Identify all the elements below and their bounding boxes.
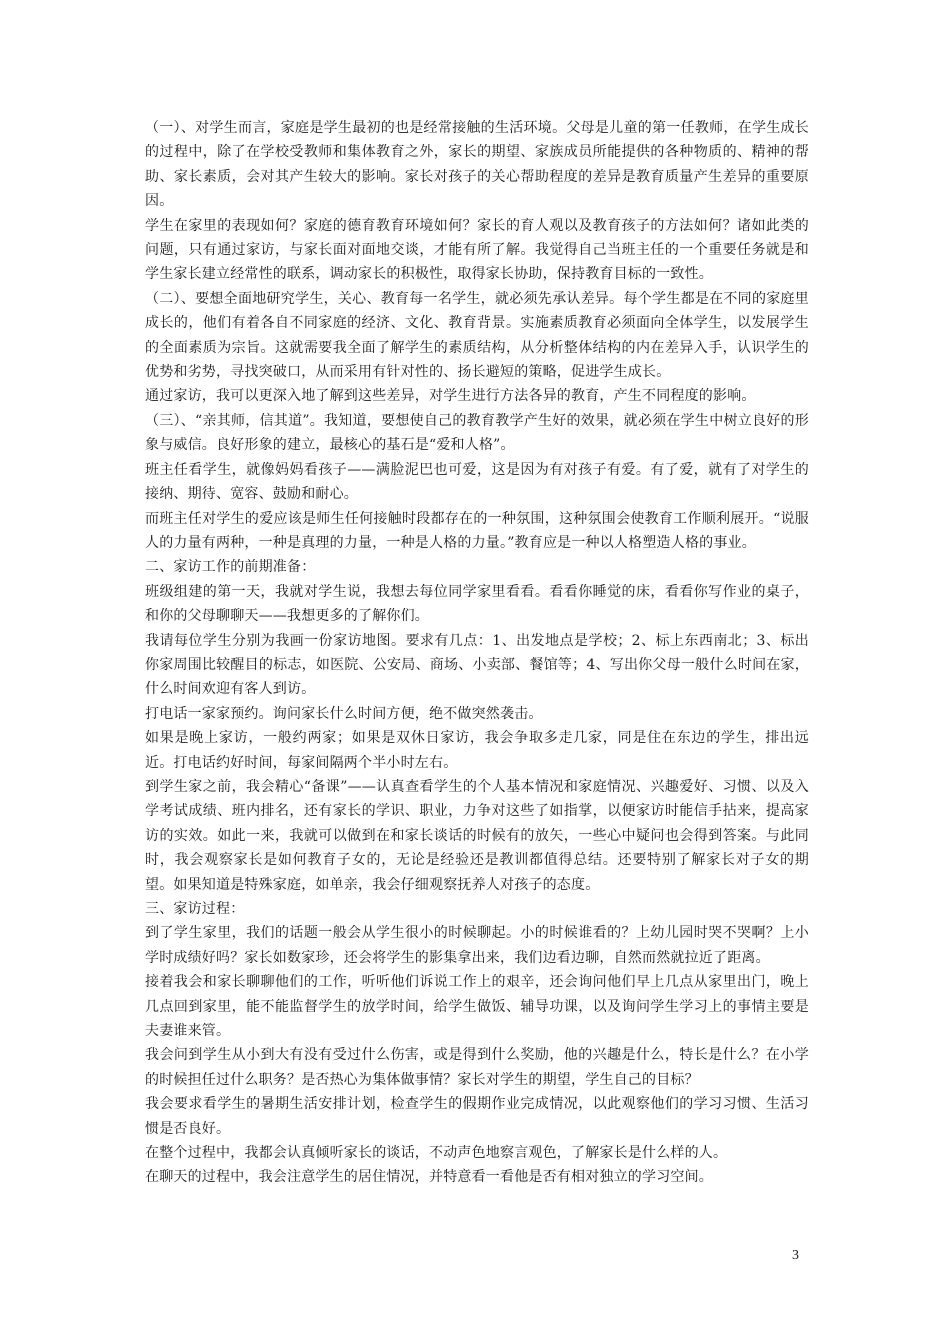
paragraph: 到了学生家里，我们的话题一般会从学生很小的时候聊起。小的时候谁看的？上幼儿园时哭不哭啊？上小学时成绩好吗？家长如数家珍，还会将学生的影集拿出来，我们边看边聊，自然而然就拉近了距离。 bbox=[145, 925, 809, 966]
paragraph: 班主任看学生，就像妈妈看孩子——满脸泥巴也可爱，这是因为有对孩子有爱。有了爱，就有了对学生的接纳、期待、宽容、鼓励和耐心。 bbox=[145, 461, 809, 503]
paragraph: （三）、“亲其师，信其道”。我知道，要想使自己的教育教学产生好的效果，就必须在学生中树立良好的形象与威信。良好形象的建立，最核心的基石是“爱和人格”。 bbox=[145, 412, 809, 454]
paragraph: 在整个过程中，我都会认真倾听家长的谈话，不动声色地察言观色，了解家长是什么样的人。 bbox=[145, 1145, 728, 1162]
paragraph: 班级组建的第一天，我就对学生说，我想去每位同学家里看看。看看你睡觉的床，看看你写作业的桌子，和你的父母聊聊天——我想更多的了解你们。 bbox=[145, 583, 809, 625]
paragraph: 我会问到学生从小到大有没有受过什么伤害，或是得到什么奖励，他的兴趣是什么，特长是什么？在小学的时候担任过什么职务？是否热心为集体做事情？家长对学生的期望，学生自己的目标？ bbox=[145, 1047, 809, 1088]
paragraph: 如果是晚上家访，一般约两家；如果是双休日家访，我会争取多走几家，同是住在东边的学生，排出远近。打电话约好时间，每家间隔两个半小时左右。 bbox=[145, 730, 809, 771]
paragraph: （二）、要想全面地研究学生，关心、教育每一名学生，就必须先承认差异。每个学生都是在不同的家庭里成长的，他们有着各自不同家庭的经济、文化、教育背景。实施素质教育必须面向全体学生，以发展学生的全面素质为宗旨。这就需要我全面了解学生的素质结构，从分析整体结构的内在差异入手，认识学生的优势和劣势，寻找突破口，从而采用有针对性的、扬长避短的策略，促进学生成长。 bbox=[145, 290, 809, 381]
section-heading: 二、家访工作的前期准备： bbox=[145, 559, 316, 576]
paragraph: 我请每位学生分别为我画一份家访地图。要求有几点：1、出发地点是学校；2、标上东西南北；3、标出你家周围比较醒目的标志，如医院、公安局、商场、小卖部、餐馆等；4、写出你父母一般什么时间在家，什么时间欢迎有客人到访。 bbox=[145, 632, 809, 698]
paragraph: 到学生家之前，我会精心“备课”——认真查看学生的个人基本情况和家庭情况、兴趣爱好、习惯、以及入学考试成绩、班内排名，还有家长的学识、职业，力争对这些了如指掌，以便家访时能信手拈来，提高家访的实效。如此一来，我就可以做到在和家长谈话的时候有的放矢，一些心中疑问也会得到答案。与此同时，我会观察家长是如何教育子女的，无论是经验还是教训都值得总结。还要特别了解家长对子女的期望。如果知道是特殊家庭，如单亲，我会仔细观察抚养人对孩子的态度。 bbox=[145, 778, 809, 893]
paragraph: 打电话一家家预约。询问家长什么时间方便，绝不做突然袭击。 bbox=[145, 705, 543, 722]
paragraph: 通过家访，我可以更深入地了解到这些差异，对学生进行方法各异的教育，产生不同程度的影响。 bbox=[145, 388, 756, 405]
paragraph: （一）、对学生而言，家庭是学生最初的也是经常接触的生活环境。父母是儿童的第一任教师，在学生成长的过程中，除了在学校受教师和集体教育之外，家长的期望、家族成员所能提供的各种物质的、精神的帮助、家长素质，会对其产生较大的影响。家长对孩子的关心帮助程度的差异是教育质量产生差异的重要原因。 bbox=[145, 120, 809, 210]
page-number: 3 bbox=[792, 1248, 799, 1263]
paragraph: 我会要求看学生的暑期生活安排计划，检查学生的假期作业完成情况，以此观察他们的学习习惯、生活习惯是否良好。 bbox=[145, 1096, 809, 1137]
paragraph: 学生在家里的表现如何？家庭的德育教育环境如何？家长的育人观以及教育孩子的方法如何？诸如此类的问题，只有通过家访，与家长面对面地交谈，才能有所了解。我觉得自己当班主任的一个重要任务就是和学生家长建立经常性的联系，调动家长的积极性，取得家长协助，保持教育目标的一致性。 bbox=[145, 217, 809, 283]
paragraph: 而班主任对学生的爱应该是师生任何接触时段都存在的一种氛围，这种氛围会使教育工作顺利展开。“说服人的力量有两种，一种是真理的力量，一种是人格的力量。”教育应是一种以人格塑造人格的事业。 bbox=[145, 510, 809, 551]
paragraph: 接着我会和家长聊聊他们的工作，听听他们诉说工作上的艰辛，还会询问他们早上几点从家里出门，晚上几点回到家里，能不能监督学生的放学时间，给学生做饭、辅导功课，以及询问学生学习上的事情主要是夫妻谁来管。 bbox=[145, 974, 809, 1040]
paragraph: 在聊天的过程中，我会注意学生的居住情况，并特意看一看他是否有相对独立的学习空间。 bbox=[145, 1169, 713, 1186]
section-heading: 三、家访过程： bbox=[145, 901, 245, 917]
document-body bbox=[145, 116, 809, 1190]
